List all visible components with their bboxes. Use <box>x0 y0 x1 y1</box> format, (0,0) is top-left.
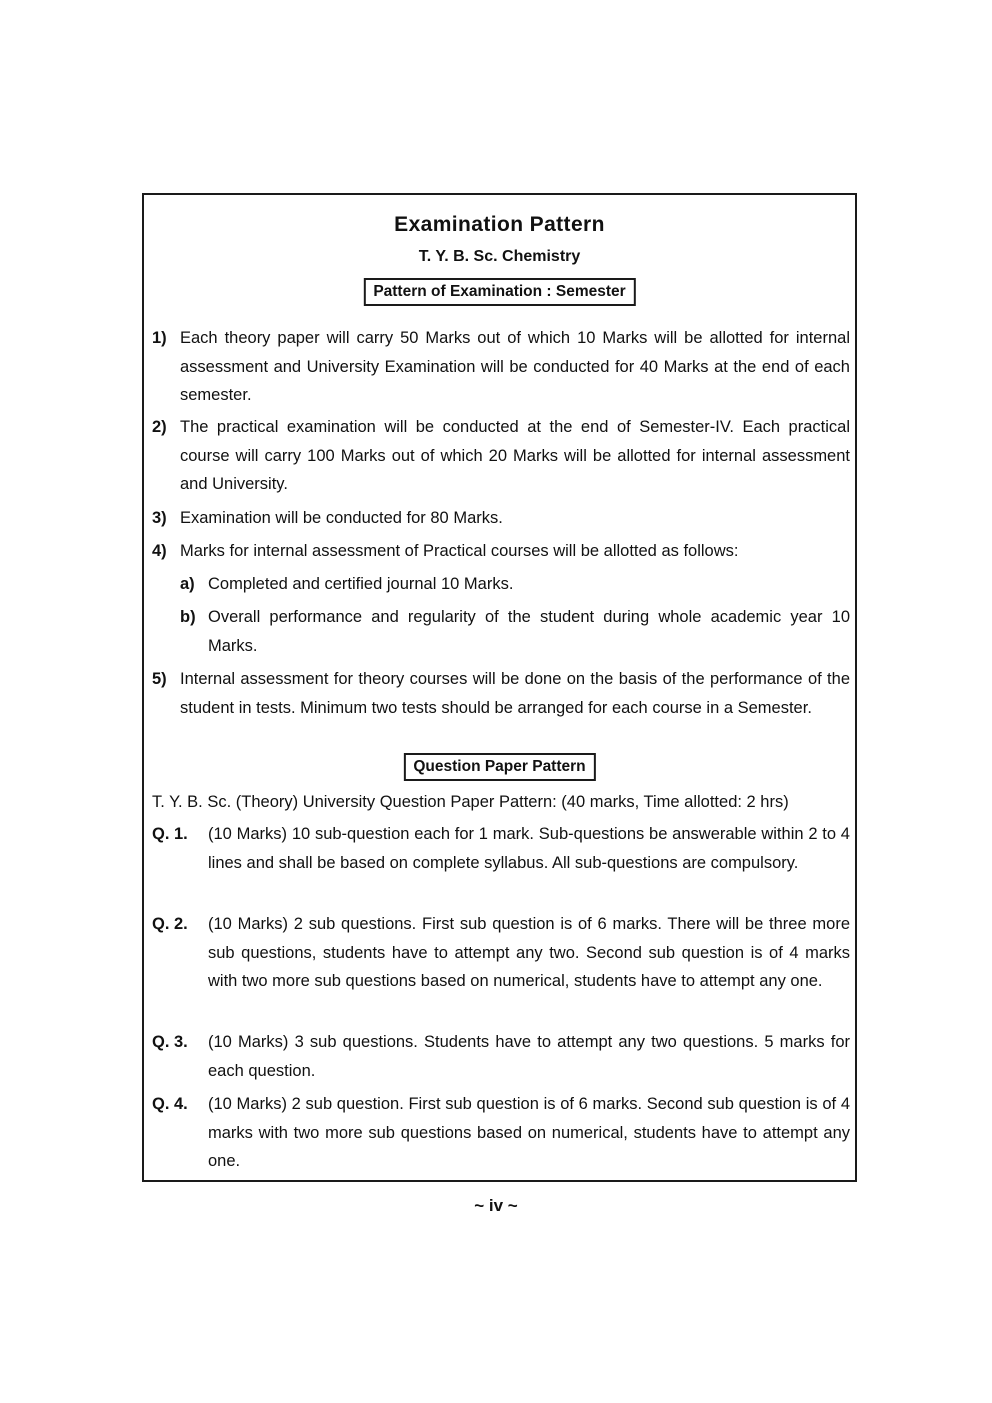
page-subtitle: T. Y. B. Sc. Chemistry <box>418 248 581 265</box>
question-text: (10 Marks) 2 sub questions. First sub question is of 6 marks. There will be three more sub questions, students have to attempt any two. Second sub question is of 4 marks with two more sub questions based on numerical, students have to attempt any one. <box>208 915 850 990</box>
rule-number: 3) <box>152 509 167 527</box>
sub-item-label: b) <box>180 608 196 626</box>
question-paper-intro: T. Y. B. Sc. (Theory) University Question Paper Pattern: (40 marks, Time allotted: 2 hrs) <box>152 793 789 811</box>
exam-pattern-box <box>142 193 857 1182</box>
question-label: Q. 2. <box>152 915 188 933</box>
rule-text: Each theory paper will carry 50 Marks out of which 10 Marks will be allotted for internal assessment and University Examination will be conducted for 40 Marks at the end of each semester. <box>180 329 850 404</box>
question-label: Q. 3. <box>152 1033 188 1051</box>
sub-item-text: Overall performance and regularity of the student during whole academic year 10 Marks. <box>208 608 850 655</box>
rule-number: 2) <box>152 418 167 436</box>
question-text: (10 Marks) 10 sub-question each for 1 mark. Sub-questions be answerable within 2 to 4 lines and shall be based on complete syllabus. All sub-questions are compulsory. <box>208 825 850 872</box>
section-heading-semester: Pattern of Examination : Semester <box>363 278 635 306</box>
question-label: Q. 1. <box>152 825 188 843</box>
question-text: (10 Marks) 2 sub question. First sub question is of 6 marks. Second sub question is of 4 marks with two more sub questions based on numerical, students have to attempt any one. <box>208 1095 850 1170</box>
sub-item-text: Completed and certified journal 10 Marks. <box>208 575 514 593</box>
rule-number: 1) <box>152 329 167 347</box>
page-title: Examination Pattern <box>394 213 605 236</box>
rule-text: Examination will be conducted for 80 Marks. <box>180 509 503 527</box>
question-label: Q. 4. <box>152 1095 188 1113</box>
question-text: (10 Marks) 3 sub questions. Students have to attempt any two questions. 5 marks for each question. <box>208 1033 850 1080</box>
section-heading-question-paper: Question Paper Pattern <box>403 753 595 781</box>
rule-text: Internal assessment for theory courses will be done on the basis of the performance of the student in tests. Minimum two tests should be arranged for each course in a Semester. <box>180 670 850 717</box>
rule-text: The practical examination will be conducted at the end of Semester-IV. Each practical course will carry 100 Marks out of which 20 Marks will be allotted for internal assessment and University. <box>180 418 850 493</box>
page-number: ~ iv ~ <box>474 1196 518 1215</box>
rule-number: 4) <box>152 542 167 560</box>
rule-text: Marks for internal assessment of Practical courses will be allotted as follows: <box>180 542 739 560</box>
sub-item-label: a) <box>180 575 195 593</box>
rule-number: 5) <box>152 670 167 688</box>
